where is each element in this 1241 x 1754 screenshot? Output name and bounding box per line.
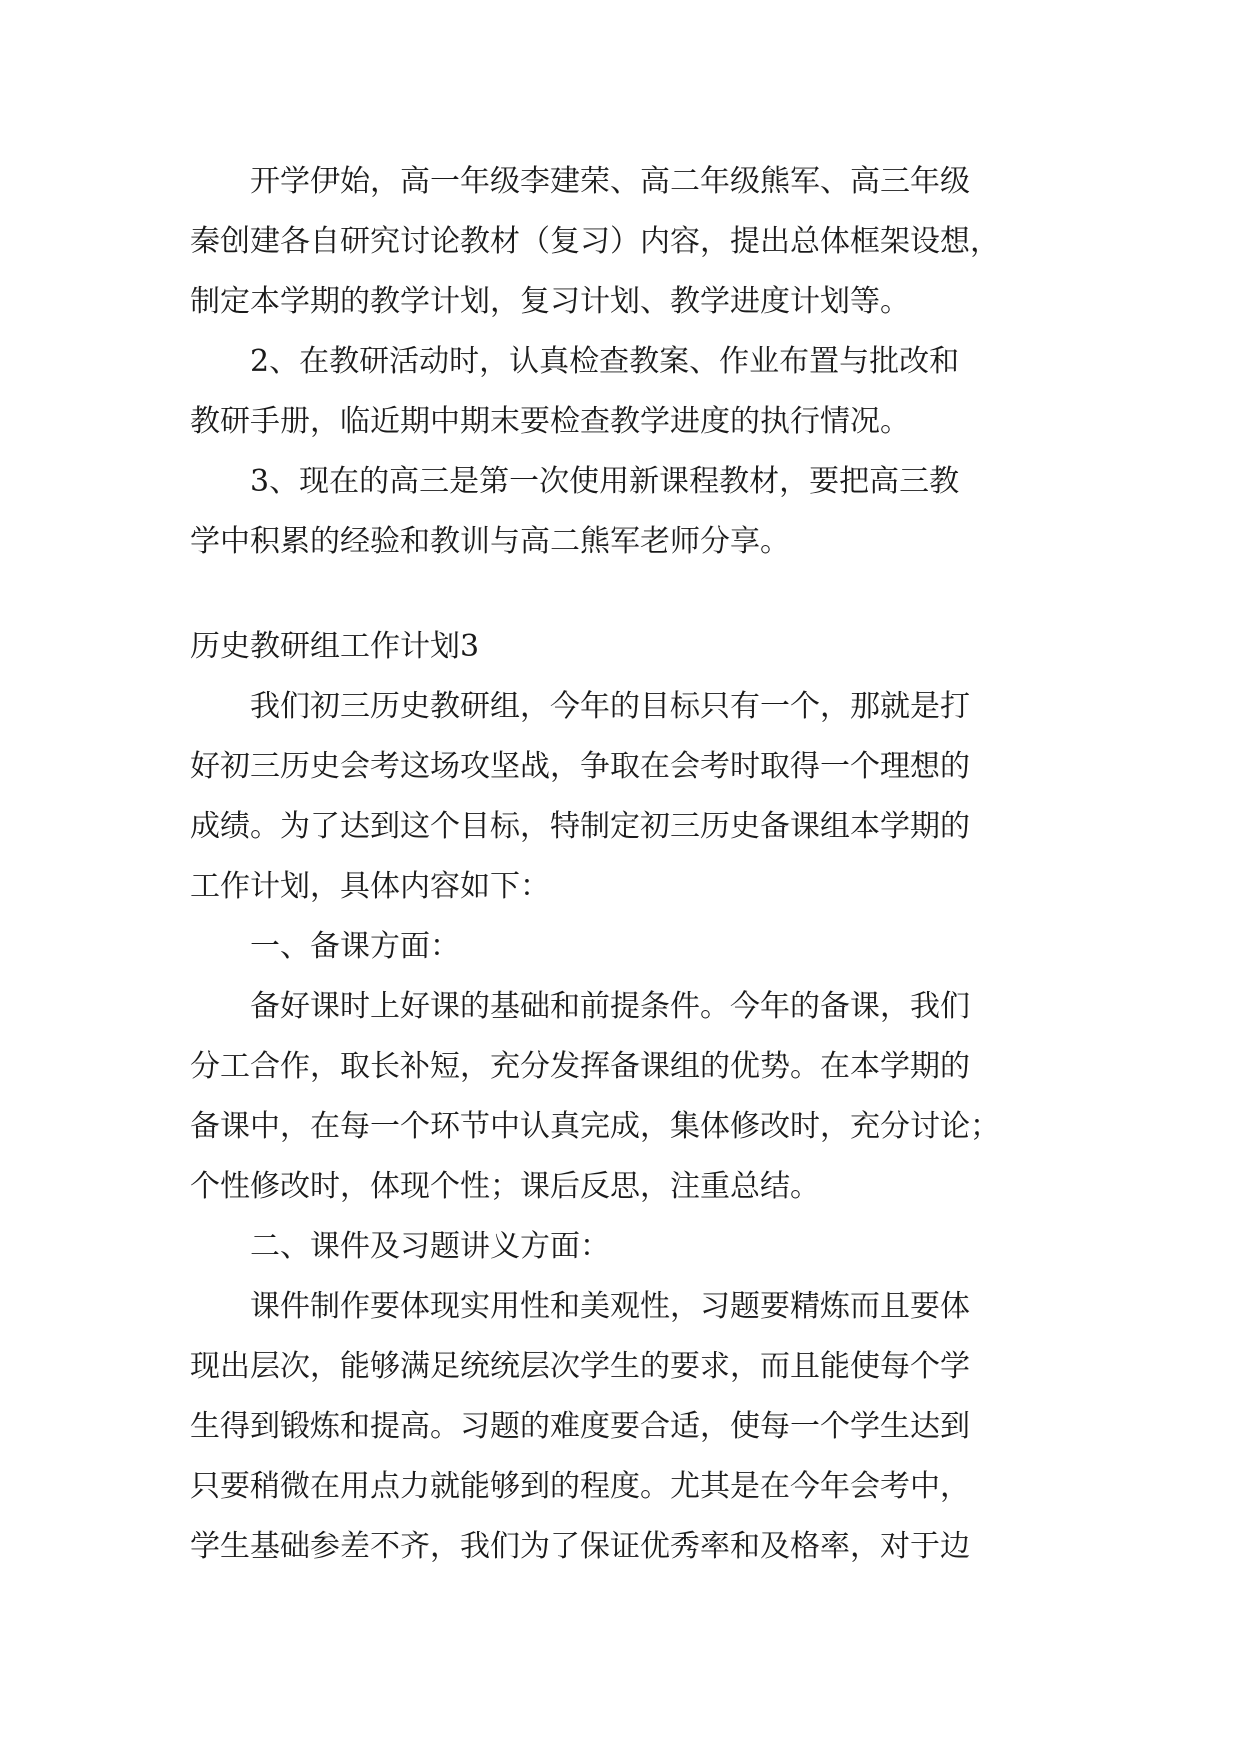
paragraph-line: 生得到锻炼和提高。习题的难度要合适，使每一个学生达到 (190, 1409, 970, 1444)
paragraph-line: 开学伊始，高一年级李建荣、高二年级熊军、高三年级 (250, 164, 970, 199)
subheading: 二、课件及习题讲义方面： (250, 1229, 610, 1264)
paragraph-line: 学中积累的经验和教训与高二熊军老师分享。 (190, 524, 790, 559)
paragraph-line: 我们初三历史教研组，今年的目标只有一个，那就是打 (250, 689, 970, 724)
paragraph-line: 只要稍微在用点力就能够到的程度。尤其是在今年会考中， (190, 1469, 970, 1504)
paragraph-line: 个性修改时，体现个性；课后反思，注重总结。 (190, 1169, 820, 1204)
paragraph-line: 课件制作要体现实用性和美观性，习题要精炼而且要体 (250, 1289, 970, 1324)
paragraph-line: 成绩。为了达到这个目标，特制定初三历史备课组本学期的 (190, 809, 970, 844)
paragraph-line: 好初三历史会考这场攻坚战，争取在会考时取得一个理想的 (190, 749, 970, 784)
paragraph-line: 分工合作，取长补短，充分发挥备课组的优势。在本学期的 (190, 1049, 970, 1084)
paragraph-line: 学生基础参差不齐，我们为了保证优秀率和及格率，对于边 (190, 1529, 970, 1564)
paragraph-line: 2、在教研活动时，认真检查教案、作业布置与批改和 (250, 344, 960, 379)
section-heading: 历史教研组工作计划3 (190, 629, 480, 664)
paragraph-line: 3、现在的高三是第一次使用新课程教材，要把高三教 (250, 464, 960, 499)
subheading: 一、备课方面： (250, 929, 460, 964)
paragraph-line: 备好课时上好课的基础和前提条件。今年的备课，我们 (250, 989, 970, 1024)
paragraph-line: 备课中，在每一个环节中认真完成，集体修改时，充分讨论； (190, 1109, 1000, 1144)
paragraph-line: 现出层次，能够满足统统层次学生的要求，而且能使每个学 (190, 1349, 970, 1384)
paragraph-line: 教研手册，临近期中期末要检查教学进度的执行情况。 (190, 404, 910, 439)
paragraph-line: 制定本学期的教学计划，复习计划、教学进度计划等。 (190, 284, 910, 319)
paragraph-line: 秦创建各自研究讨论教材（复习）内容，提出总体框架设想， (190, 224, 1000, 259)
paragraph-line: 工作计划，具体内容如下： (190, 869, 550, 904)
